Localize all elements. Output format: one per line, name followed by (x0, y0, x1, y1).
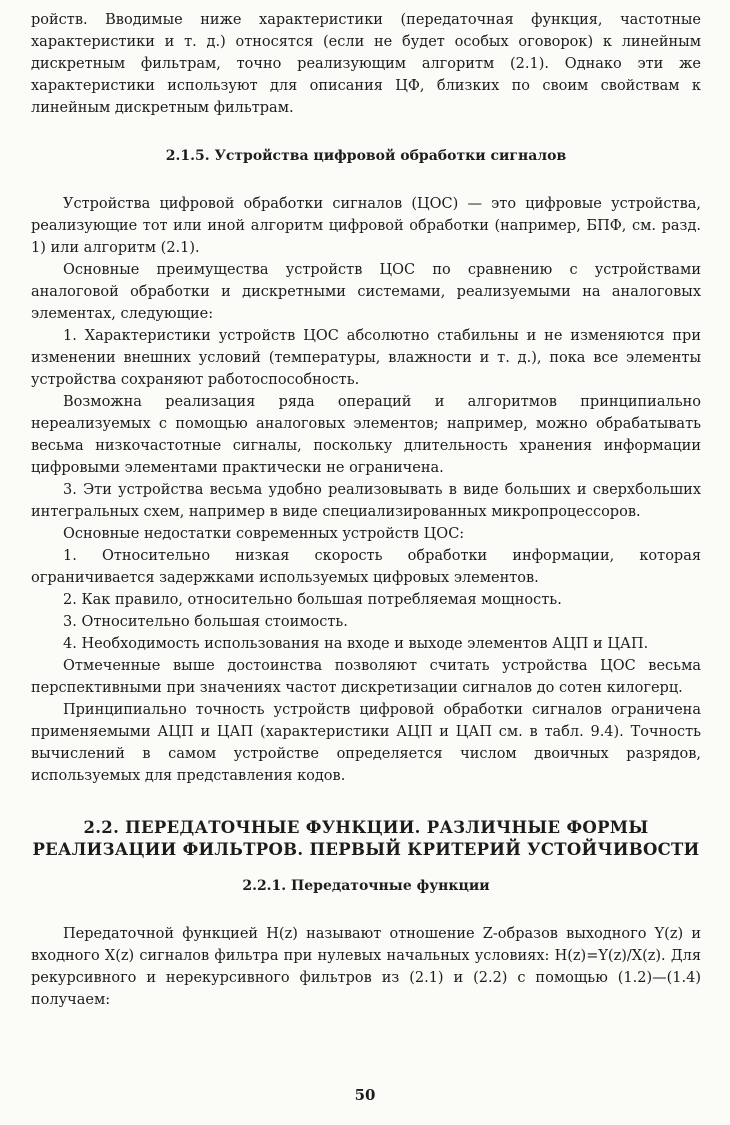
section-heading-2-1-5: 2.1.5. Устройства цифровой обработки сигналов (165, 148, 567, 164)
list-item: 1. Относительно низкая скорость обработки информации, которая ограничивается задержками используемых цифровых элементов. (31, 548, 701, 586)
list-item: 1. Характеристики устройств ЦОС абсолютно стабильны и не изменяются при изменении внешних условий (температуры, влажности и т. д.), пока все элементы устройства сохраняют работоспособность. (31, 328, 701, 388)
paragraph: Возможна реализация ряда операций и алгоритмов принципиально нереализуемых с помощью аналоговых элементов; например, можно обрабатывать весьма низкочастотные сигналы, поскольку длительность хранения информации цифровыми элементами практически не ограничена. (31, 394, 701, 476)
page-body (31, 9, 701, 1011)
paragraph: Принципиально точность устройств цифровой обработки сигналов ограничена применяемыми АЦП и ЦАП (характеристики АЦП и ЦАП см. в табл. 9.4). Точность вычислений в самом устройстве определяется числом двоичных разрядов, используемых для представления кодов. (31, 702, 701, 784)
paragraph: Основные недостатки современных устройств ЦОС: (63, 526, 465, 542)
page-number: 50 (354, 1086, 376, 1104)
paragraph: Передаточной функцией H(z) называют отношение Z-образов выходного Y(z) и входного X(z) сигналов фильтра при нулевых начальных условиях: H(z)=Y(z)/X(z). Для рекурсивного и нерекурсивного фильтров из (2.1) и (2.2) с помощью (1.2)—(1.4) получаем: (31, 926, 701, 1008)
section-heading-line: РЕАЛИЗАЦИИ ФИЛЬТРОВ. ПЕРВЫЙ КРИТЕРИЙ УСТОЙЧИВОСТИ (32, 840, 700, 859)
list-item: 3. Эти устройства весьма удобно реализовывать в виде больших и сверхбольших интегральных схем, например в виде специализированных микропроцессоров. (31, 482, 701, 520)
list-item: 3. Относительно большая стоимость. (63, 614, 348, 630)
list-item: 2. Как правило, относительно большая потребляемая мощность. (63, 592, 562, 608)
intro-paragraph: ройств. Вводимые ниже характеристики (передаточная функция, частотные характеристики и т. д.) относятся (если не будет особых оговорок) к линейным дискретным фильтрам, точно реализующим алгоритм (2.1). Однако эти же характеристики используют для описания ЦФ, близких по своим свойствам к линейным дискретным фильтрам. (31, 12, 701, 116)
section-heading-line: 2.2. ПЕРЕДАТОЧНЫЕ ФУНКЦИИ. РАЗЛИЧНЫЕ ФОРМЫ (83, 818, 649, 837)
paragraph: Устройства цифровой обработки сигналов (ЦОС) — это цифровые устройства, реализующие тот или иной алгоритм цифровой обработки (например, БПФ, см. разд. 1) или алгоритм (2.1). (31, 196, 701, 256)
list-item: 4. Необходимость использования на входе и выходе элементов АЦП и ЦАП. (63, 636, 649, 652)
section-heading-2-2-1: 2.2.1. Передаточные функции (242, 878, 490, 894)
paragraph: Основные преимущества устройств ЦОС по сравнению с устройствами аналоговой обработки и дискретными системами, реализуемыми на аналоговых элементах, следующие: (31, 262, 701, 322)
section-heading-2-2 (31, 817, 701, 861)
paragraph: Отмеченные выше достоинства позволяют считать устройства ЦОС весьма перспективными при значениях частот дискретизации сигналов до сотен килогерц. (31, 658, 701, 696)
